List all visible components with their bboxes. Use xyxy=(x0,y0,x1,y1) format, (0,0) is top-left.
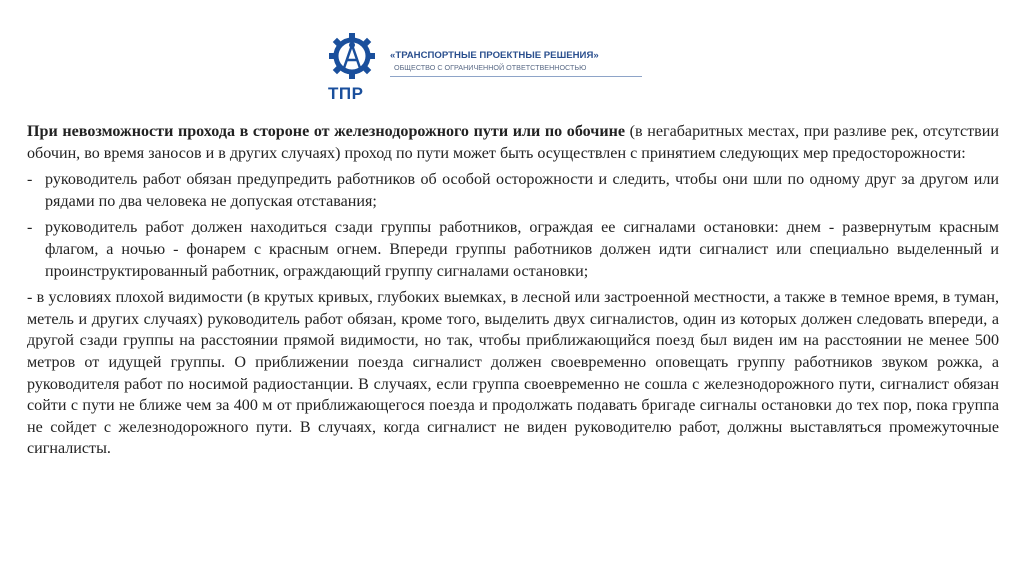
company-block xyxy=(390,50,642,77)
company-legal-form: ОБЩЕСТВО С ОГРАНИЧЕННОЙ ОТВЕТСТВЕННОСТЬЮ xyxy=(394,63,587,72)
company-name: «ТРАНСПОРТНЫЕ ПРОЕКТНЫЕ РЕШЕНИЯ» xyxy=(390,50,599,61)
list-dash: - xyxy=(27,171,33,189)
document-body xyxy=(27,121,999,460)
list-item xyxy=(27,169,999,212)
intro-bold: При невозможности прохода в стороне от железнодорожного пути или по обочине xyxy=(27,123,626,140)
last-paragraph: - в условиях плохой видимости (в крутых кривых, глубоких выемках, в лесной или застроенной местности, а также в темное время, в туман, метель и других случаях) руководитель работ обязан, кроме того, выделить двух сигналистов, один из которых должен следовать впереди, а другой сзади группы на расстоянии прямой видимости, но так, чтобы приближающийся поезд был виден им на расстоянии не менее 500 метров от идущей группы. О приближении поезда сигналист должен своевременно оповещать группу работников звуком рожка, а руководителя работ по носимой радиостанции. В случаях, если группа своевременно не сошла с железнодорожного пути, сигналист обязан сойти с пути не ближе чем за 400 м от приближающегося поезда и продолжать подавать бригаде сигналы остановки до тех пор, пока группа не сойдет с железнодорожного пути. В случаях, когда сигналист не виден руководителю работ, должны выставляться промежуточные сигналисты. xyxy=(27,289,999,458)
intro-rest: (в негабаритных местах, при разливе рек, отсутствии обочин, во время заносов и в других случаях) проход по пути может быть осуществлен с принятием следующих мер предосторожности: xyxy=(27,123,999,162)
list-dash: - xyxy=(27,219,33,237)
header-divider xyxy=(390,76,642,77)
intro-paragraph xyxy=(27,121,999,164)
list-item-text: руководитель работ должен находиться сзади группы работников, ограждая ее сигналами остановки: днем - развернутым красным флагом, а ночью - фонарем с красным огнем. Впереди группы работников должен идти сигналист или специально выделенный и проинструктированный работник, ограждающий группу сигналами остановки; xyxy=(45,219,999,280)
list-item-text: руководитель работ обязан предупредить работников об особой осторожности и следить, чтобы они шли по одному друг за другом или рядами по два человека не допуская отставания; xyxy=(45,171,999,210)
list-item xyxy=(27,217,999,282)
logo-text: ТПР xyxy=(328,84,364,103)
